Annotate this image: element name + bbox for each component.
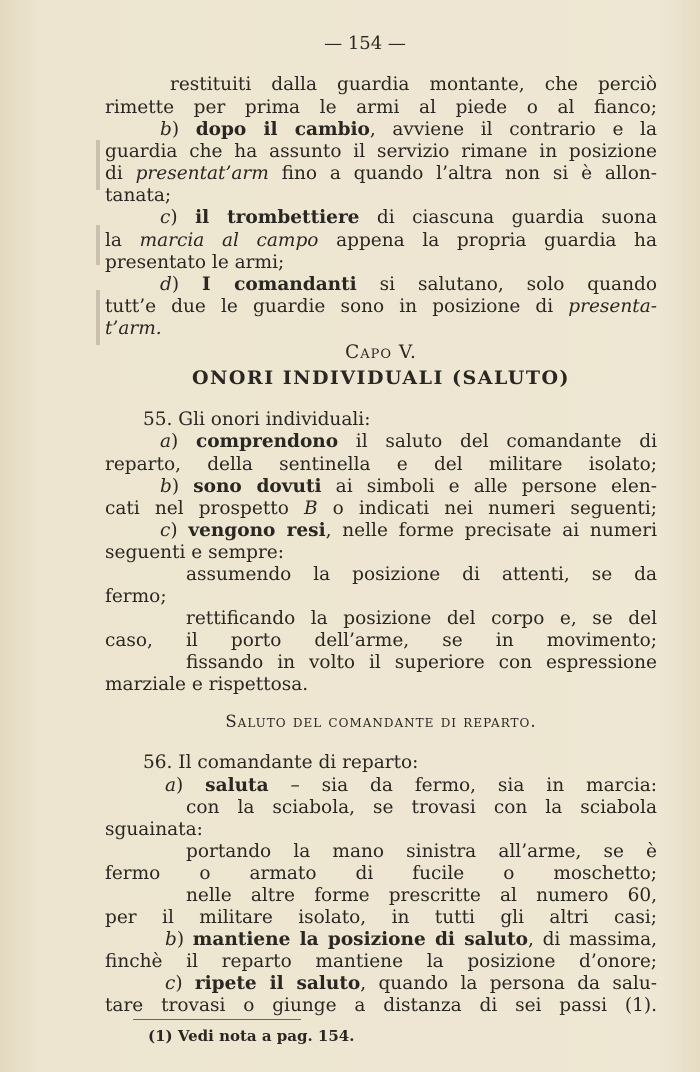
text-segment: B <box>303 498 318 519</box>
text-segment: b <box>165 929 177 950</box>
text-segment: fermo; <box>105 586 167 607</box>
text-line <box>105 863 657 885</box>
text-segment: seguenti e sempre: <box>105 542 284 563</box>
text-segment: presentato le armi; <box>105 252 285 273</box>
text-segment: guardia che ha assunto il servizio rimane in posizione <box>105 141 657 162</box>
text-segment: 55. Gli onori individuali: <box>143 409 371 430</box>
text-line <box>160 119 657 141</box>
text-segment: rettificando la posizione del corpo e, se del <box>186 608 657 629</box>
text-segment: restituiti dalla guardia montante, che perciò <box>170 74 657 95</box>
text-line <box>105 995 657 1017</box>
text-segment: , quando la persona da salu- <box>360 973 657 994</box>
text-segment: assumendo la posizione di attenti, se da <box>186 564 657 585</box>
text-segment: fermo o armato di fucile o moschetto; <box>105 863 657 884</box>
text-segment: ) <box>171 476 194 497</box>
text-line <box>105 230 657 252</box>
text-line <box>105 163 657 185</box>
text-segment: rimette per prima le armi al piede o al fianco; <box>105 97 657 118</box>
text-line <box>105 454 657 476</box>
text-line <box>105 318 657 340</box>
text-segment: b <box>160 476 172 497</box>
text-segment: , avviene il contrario e la <box>369 119 657 140</box>
text-segment: 56. Il comandante di reparto: <box>143 752 419 773</box>
text-line <box>186 797 657 819</box>
text-line <box>170 74 657 96</box>
text-line <box>105 185 657 207</box>
text-segment: il saluto del comandante di <box>338 431 657 452</box>
text-segment: il trombettiere <box>195 207 360 228</box>
text-line <box>186 885 657 907</box>
text-line <box>105 586 657 608</box>
text-line <box>105 367 657 389</box>
margin-mark <box>96 140 100 190</box>
text-segment: ripete il saluto <box>194 973 361 994</box>
text-segment: la <box>105 230 140 251</box>
text-line <box>105 342 657 364</box>
text-segment: si salutano, solo quando <box>356 274 657 295</box>
text-segment: per il militare isolato, in tutti gli altri casi; <box>105 907 657 928</box>
text-segment: a <box>165 775 177 796</box>
text-segment: ) <box>176 775 206 796</box>
text-segment: ) <box>176 929 193 950</box>
text-line <box>105 951 657 973</box>
text-segment: presenta- <box>568 296 657 317</box>
text-line <box>165 775 657 797</box>
text-segment: d <box>160 274 172 295</box>
text-segment: I comandanti <box>202 274 357 295</box>
text-line <box>186 841 657 863</box>
text-segment: Capo V. <box>345 342 417 363</box>
text-segment: comprendono <box>195 431 339 452</box>
text-segment: – sia da fermo, sia in marcia: <box>268 775 657 796</box>
text-segment: ) <box>171 431 196 452</box>
text-segment: dopo il cambio <box>195 119 370 140</box>
text-line <box>105 819 657 841</box>
text-segment: caso, il porto dell’arme, se in movimento; <box>105 630 657 651</box>
text-segment: c <box>160 207 171 228</box>
text-line <box>160 476 657 498</box>
text-segment: finchè il reparto mantiene la posizione d’onore; <box>105 951 657 972</box>
text-segment: marziale e rispettosa. <box>105 674 309 695</box>
text-line <box>143 752 657 774</box>
text-line <box>160 207 657 229</box>
text-line <box>160 520 657 542</box>
text-line <box>105 542 657 564</box>
text-line <box>105 674 657 696</box>
text-segment: con la sciabola, se trovasi con la sciabola <box>186 797 657 818</box>
text-segment: vengono resi <box>188 520 326 541</box>
text-line <box>105 97 657 119</box>
text-segment: ) <box>171 274 202 295</box>
text-segment: b <box>160 119 172 140</box>
text-segment: , di massima, <box>528 929 657 950</box>
text-segment: nelle altre forme prescritte al numero 60, <box>186 885 657 906</box>
margin-mark <box>96 225 100 265</box>
text-segment: saluta <box>205 775 269 796</box>
text-segment: tutt’e due le guardie sono in posizione di <box>105 296 569 317</box>
text-segment: ) <box>170 207 196 228</box>
footnote-rule <box>133 1019 301 1020</box>
footnote: (1) Vedi nota a pag. 154. <box>148 1027 355 1045</box>
text-line <box>160 274 657 296</box>
text-segment: ) <box>175 973 195 994</box>
text-line <box>105 711 657 733</box>
text-segment: Saluto del comandante di reparto. <box>225 712 537 731</box>
text-segment: mantiene la posizione di saluto <box>192 929 528 950</box>
text-line <box>165 973 657 995</box>
text-line <box>186 608 657 630</box>
text-line <box>143 409 657 431</box>
text-segment: o indicati nei numeri seguenti; <box>317 498 658 519</box>
text-line <box>165 929 657 951</box>
text-segment: di <box>105 163 136 184</box>
text-segment: ) <box>170 520 189 541</box>
text-segment: fissando in volto il superiore con espressione <box>186 652 657 673</box>
text-segment: c <box>165 973 176 994</box>
text-segment: , nelle forme precisate ai numeri <box>325 520 657 541</box>
text-line <box>105 907 657 929</box>
margin-mark <box>96 290 100 345</box>
text-segment: ) <box>171 119 196 140</box>
text-segment: t’arm. <box>105 318 162 339</box>
text-segment: presentat’arm <box>135 163 269 184</box>
text-segment: a <box>160 431 172 452</box>
text-line <box>105 498 657 520</box>
text-segment: fino a quando l’altra non si è allon- <box>268 163 658 184</box>
text-segment: sono dovuti <box>193 476 322 497</box>
text-segment: reparto, della sentinella e del militare isolato; <box>105 454 657 475</box>
text-line <box>105 252 657 274</box>
text-line <box>105 630 657 652</box>
text-line <box>105 296 657 318</box>
text-line <box>186 652 657 674</box>
text-segment: ONORI INDIVIDUALI (SALUTO) <box>191 367 571 389</box>
text-segment: portando la mano sinistra all’arme, se è <box>186 841 657 862</box>
text-segment: tanata; <box>105 185 172 206</box>
text-segment: di ciascuna guardia suona <box>359 207 657 228</box>
page-number: — 154 — <box>324 33 406 54</box>
text-segment: ai simboli e alle persone elen- <box>321 476 657 497</box>
text-line <box>186 564 657 586</box>
text-segment: c <box>160 520 171 541</box>
text-line <box>160 431 657 453</box>
text-segment: cati nel prospetto <box>105 498 304 519</box>
text-segment: appena la propria guardia ha <box>318 230 657 251</box>
text-segment: sguainata: <box>105 819 203 840</box>
text-segment: marcia al campo <box>139 230 319 251</box>
text-segment: tare trovasi o giunge a distanza di sei passi (1). <box>105 995 657 1016</box>
text-line <box>105 141 657 163</box>
